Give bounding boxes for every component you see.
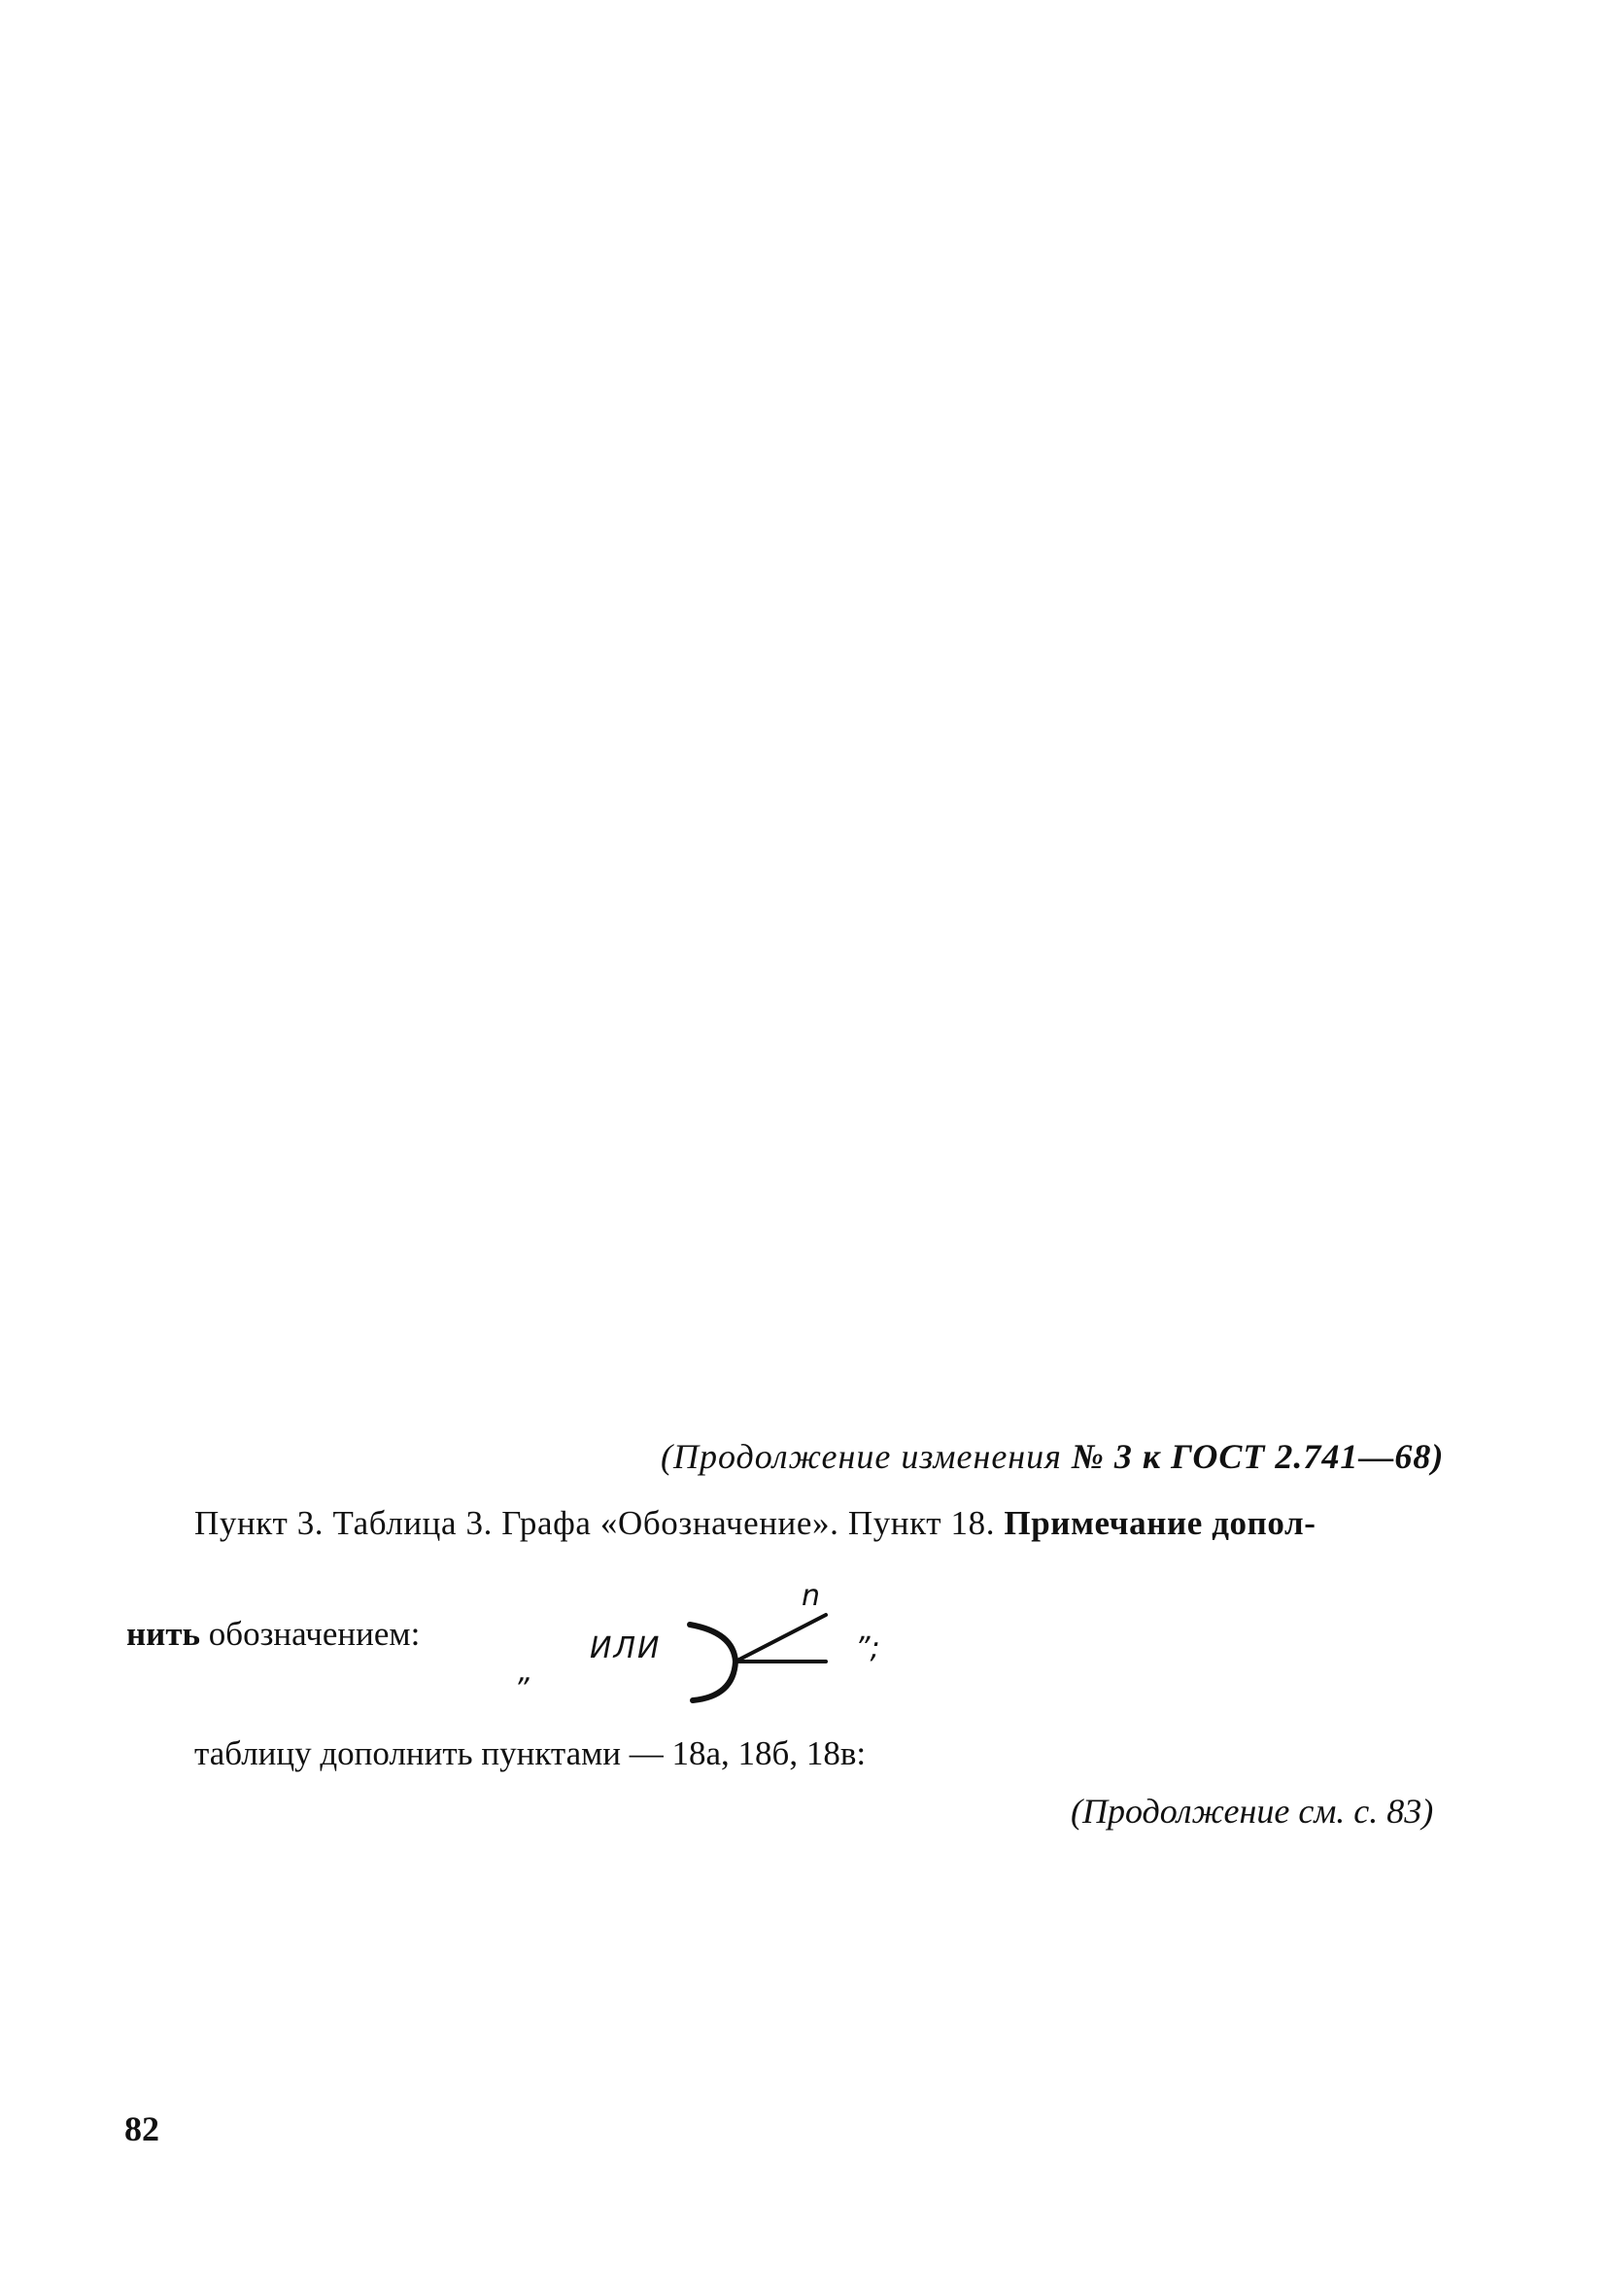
open-quote: „ [518,1655,533,1689]
continuation-header-reference: № 3 к ГОСТ 2.741—68) [1071,1437,1445,1476]
paragraph-1-text: Пункт 3. Таблица 3. Графа «Обозначение». Пункт 18. [194,1504,1005,1542]
close-quote: ”; [855,1631,880,1665]
designation-symbol [510,1582,918,1708]
arc-stroke [690,1625,735,1700]
paragraph-2 [126,1615,420,1654]
or-label: ИЛИ [590,1631,662,1665]
continuation-header-prefix: (Продолжение изменения [661,1437,1072,1476]
page-number: 82 [124,2109,159,2148]
paragraph-3: таблицу дополнить пунктами — 18а, 18б, 18в: [194,1734,867,1772]
paragraph-1-bold: Примечание допол- [1004,1504,1316,1542]
paragraph-1 [194,1504,1316,1543]
n-label: n [802,1582,821,1613]
diagonal-stroke [735,1615,826,1662]
paragraph-2-text: обозначением: [200,1615,421,1653]
continuation-header [661,1436,1444,1477]
or-gate-symbol-icon [510,1582,918,1708]
paragraph-2-bold: нить [126,1615,201,1653]
continuation-footer: (Продолжение см. с. 83) [1071,1792,1434,1831]
